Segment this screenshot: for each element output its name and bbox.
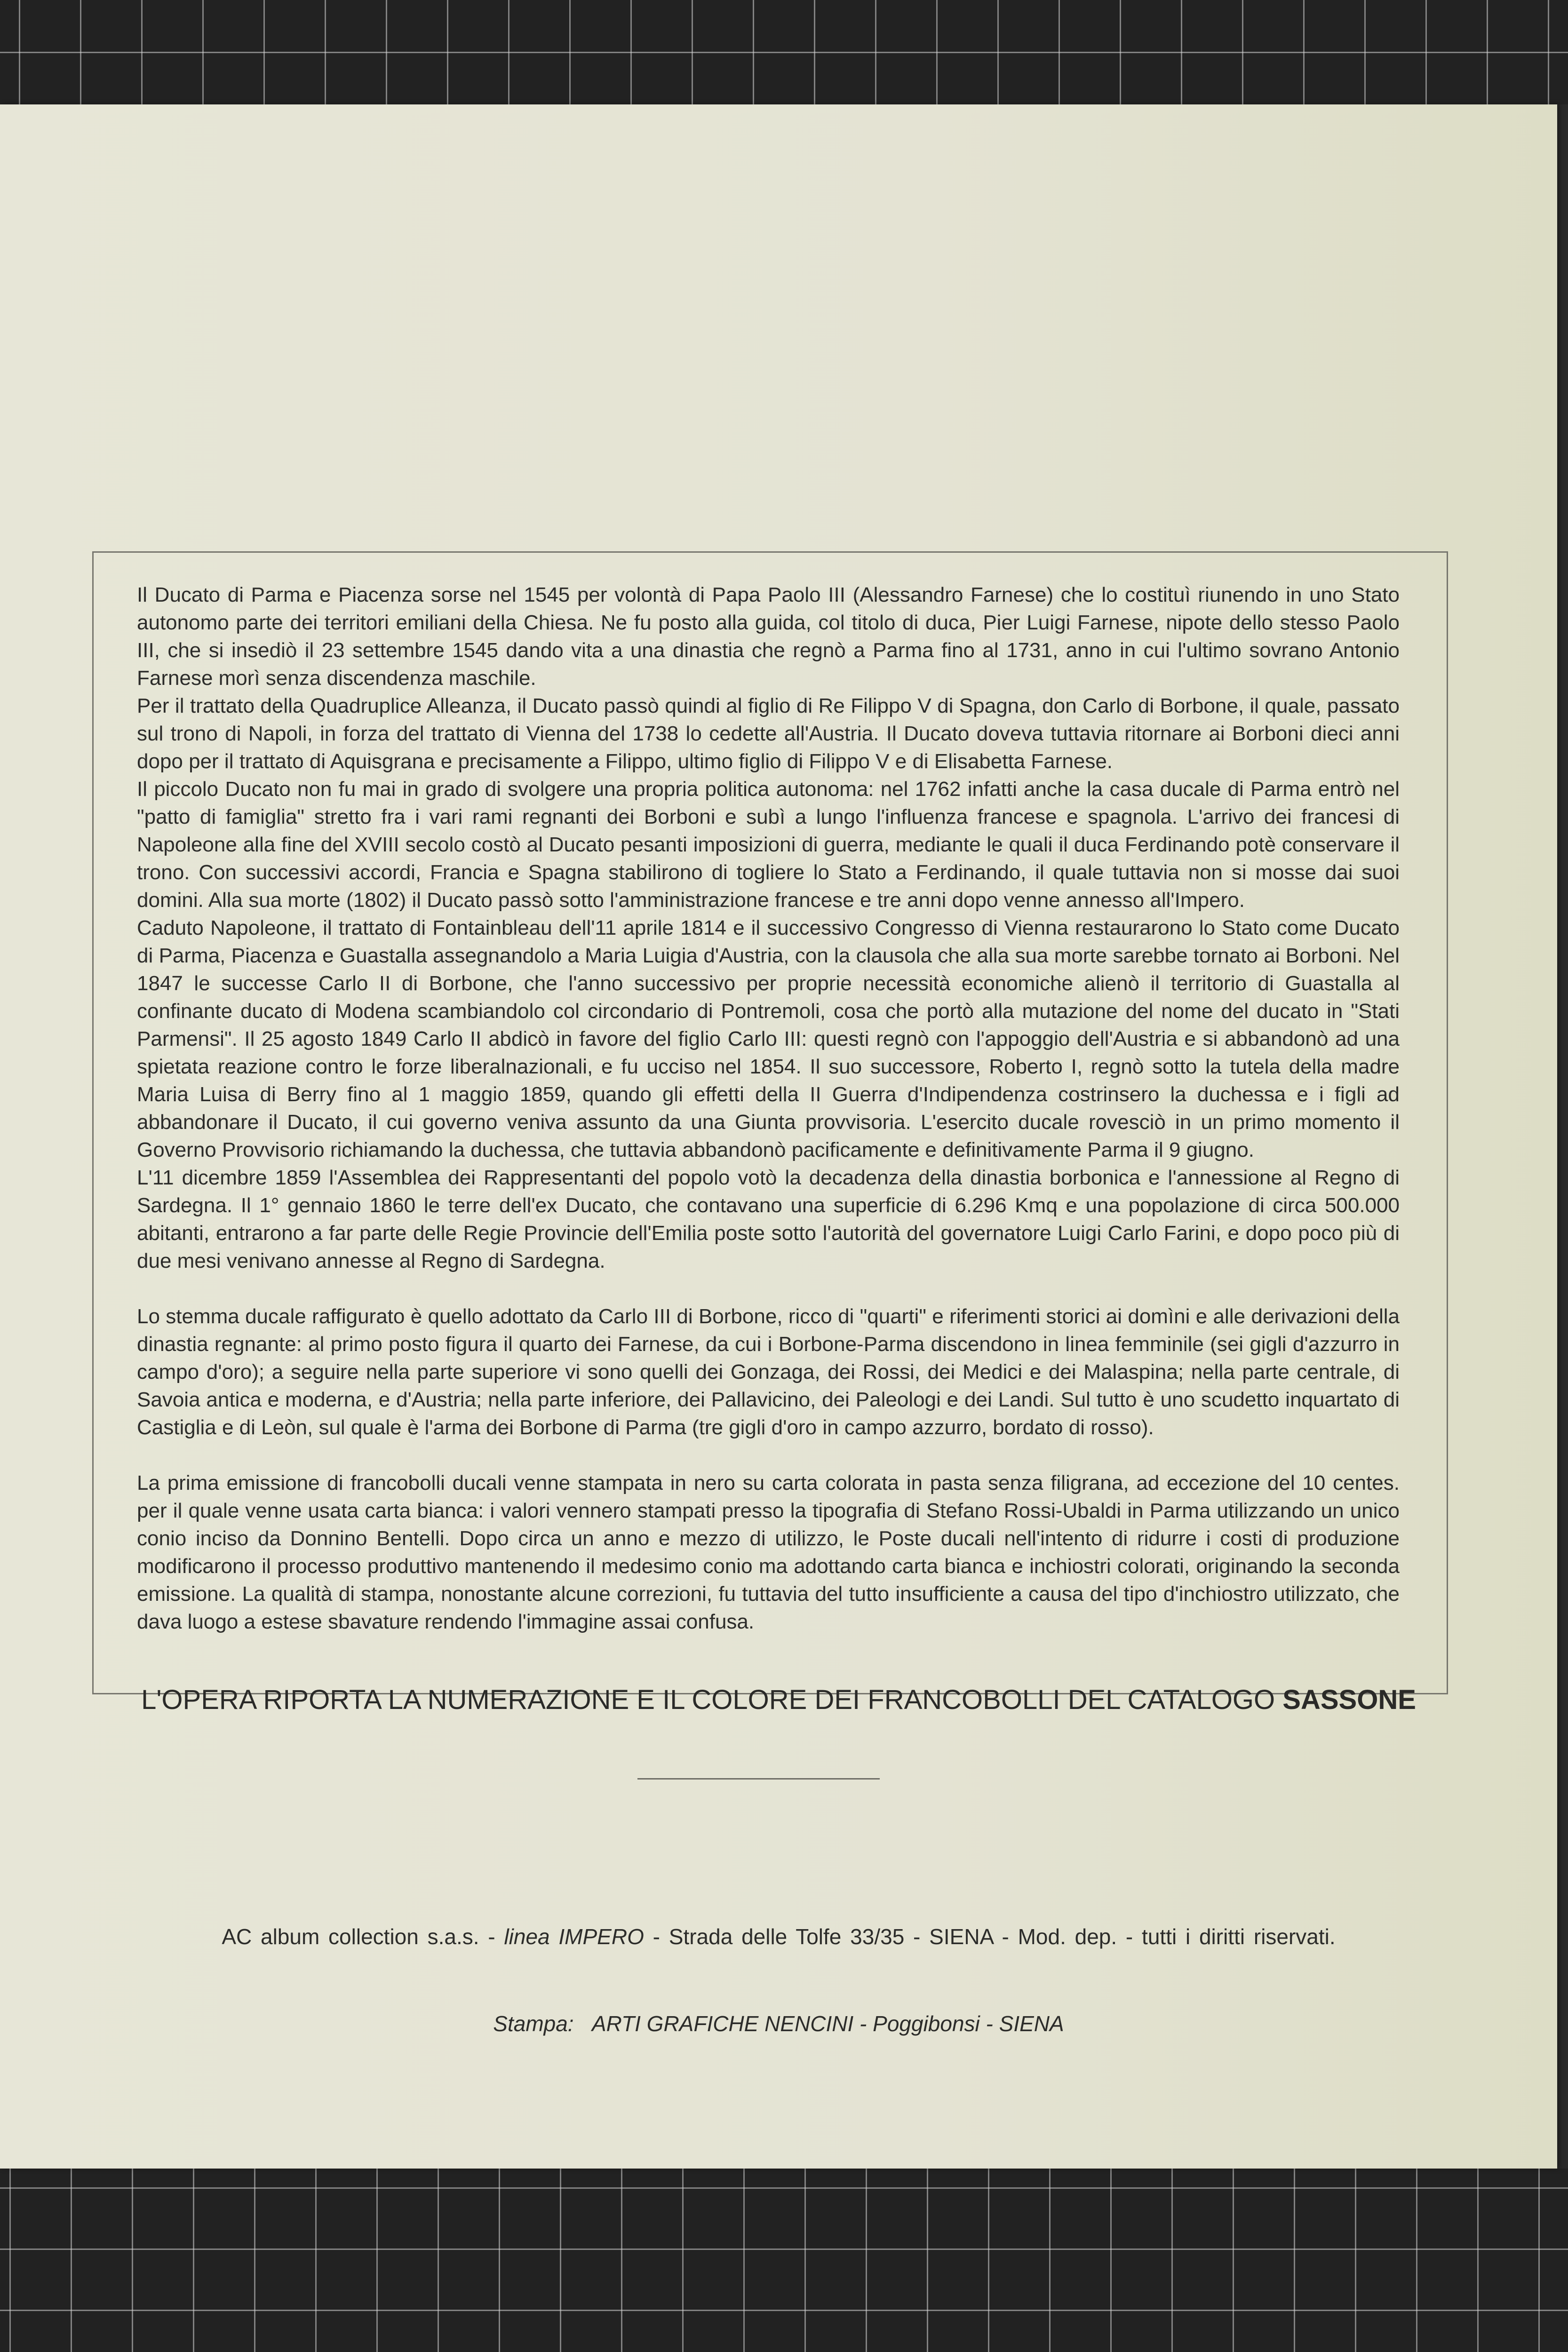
printer-town: Poggibonsi <box>873 2011 980 2036</box>
paragraph-origin: Il Ducato di Parma e Piacenza sorse nel 1545 per volontà di Papa Paolo III (Alessandro Farnese) che lo costituì riunendo in uno Stato autonomo parte dei territori emiliani della Chiesa. Ne fu posto alla guida, col titolo di duca, Pier Luigi Farnese, nipote dello stesso Paolo III, che si insediò il 23 settembre 1545 dando vita a una dinastia che regnò a Parma fino al 1731, anno in cui l'ultimo sovrano Antonio Farnese morì senza discendenza maschile. <box>137 583 1400 690</box>
paragraph-coat-of-arms: Lo stemma ducale raffigurato è quello adottato da Carlo III di Borbone, ricco di "quarti" e riferimenti storici ai domìni e alle derivazioni della dinastia regnante: al primo posto figura il quarto dei Farnese, da cui i Borbone-Parma discendono in linea femminile (sei gigli d'azzurro in campo d'oro); a seguire nella parte superiore vi sono quelli dei Gonzaga, dei Rossi, dei Medici e dei Malaspina; nella parte centrale, di Savoia antica e moderna, e d'Austria; nella parte inferiore, dei Pallavicino, dei Paleologi e dei Landi. Sul tutto è uno scudetto inquartato di Castiglia e di Leòn, sul quale è l'arma dei Borbone di Parma (tre gigli d'oro in campo azzurro, bordato di rosso). <box>137 1305 1400 1439</box>
separator: - <box>1117 1924 1142 1949</box>
publisher-city: SIENA <box>929 1924 993 1949</box>
separator: - <box>993 1924 1018 1949</box>
publisher-rights: tutti i diritti riservati. <box>1142 1924 1336 1949</box>
publisher-credit <box>0 1924 1557 1949</box>
printer-name: ARTI GRAFICHE NENCINI <box>591 2011 854 2036</box>
divider-line <box>637 1778 880 1780</box>
separator: - <box>853 2011 873 2036</box>
album-page <box>0 104 1557 2169</box>
publisher-company: AC album collection s.a.s. <box>222 1924 479 1949</box>
catalog-notice-text: L'OPERA RIPORTA LA NUMERAZIONE E IL COLORE DEI FRANCOBOLLI DEL CATALOGO <box>141 1685 1283 1715</box>
paragraph-restoration: Caduto Napoleone, il trattato di Fontainbleau dell'11 aprile 1814 e il successivo Congresso di Vienna restaurarono lo Stato come Ducato di Parma, Piacenza e Guastalla assegnandolo a Maria Luigia d'Austria, con la clausola che alla sua morte sarebbe tornato ai Borboni. Nel 1847 le successe Carlo II di Borbone, che l'anno successivo per proprie necessità economiche alienò il territorio di Guastalla al confinante ducato di Modena scambiandolo col circondario di Pontremoli, cosa che portò alla mutazione del nome del ducato in "Stati Parmensi". Il 25 agosto 1849 Carlo II abdicò in favore del figlio Carlo III: questi regnò con l'appoggio dell'Austria e si abbandonò ad una spietata reazione contro le forze liberalnazionali, e fu ucciso nel 1854. Il suo successore, Roberto I, regnò sotto la tutela della madre Maria Luisa di Berry fino al 1 maggio 1859, quando gli effetti della II Guerra d'Indipendenza costrinsero la duchessa e i figli ad abbandonare il Ducato, il cui governo veniva assunto da una Giunta provvisoria. L'esercito ducale rovesciò in un primo momento il Governo Provvisorio richiamando la duchessa, che tuttavia abbandonò pacificamente e definitivamente Parma il 9 giugno. <box>137 916 1400 1161</box>
publisher-mod-dep: Mod. dep. <box>1018 1924 1117 1949</box>
separator: - <box>979 2011 999 2036</box>
separator: - <box>644 1924 669 1949</box>
paragraph-quadruple-alliance: Per il trattato della Quadruplice Alleanza, il Ducato passò quindi al figlio di Re Filippo V di Spagna, don Carlo di Borbone, il quale, passato sul trono di Napoli, in forza del trattato di Vienna del 1738 lo cedette all'Austria. Il Ducato doveva tuttavia ritornare ai Borboni dieci anni dopo per il trattato di Aquisgrana e precisamente a Filippo, ultimo figlio di Filippo V e di Elisabetta Farnese. <box>137 694 1400 773</box>
printer-credit <box>0 2011 1557 2036</box>
paragraph-family-pact: Il piccolo Ducato non fu mai in grado di svolgere una propria politica autonoma: nel 1762 infatti anche la casa ducale di Parma entrò nel "patto di famiglia" stretto fra i vari rami regnanti dei Borboni e subì a lungo l'influenza francese e spagnola. L'arrivo dei francesi di Napoleone alla fine del XVIII secolo costò al Ducato pesanti imposizioni di guerra, mediante le quali il duca Ferdinando potè conservare il trono. Con successivi accordi, Francia e Spagna stabilirono di togliere lo Stato a Ferdinando, il quale tuttavia non si mosse dai suoi domini. Alla sua morte (1802) il Ducato passò sotto l'amministrazione francese e tre anni dopo venne annesso all'Impero. <box>137 778 1400 912</box>
printer-city: SIENA <box>999 2011 1064 2036</box>
paragraph-first-issue: La prima emissione di francobolli ducali venne stampata in nero su carta colorata in pasta senza filigrana, ad eccezione del 10 centes. per il quale venne usata carta bianca: i valori vennero stampati presso la tipografia di Stefano Rossi-Ubaldi in Parma utilizzando un unico conio inciso da Donnino Bentelli. Dopo circa un anno e mezzo di utilizzo, le Poste ducali nell'intento di ridurre i costi di produzione modificarono il processo produttivo mantenendo il medesimo conio ma adottando carta bianca e inchiostri colorati, originando la seconda emissione. La qualità di stampa, nonostante alcune correzioni, fu tuttavia del tutto insufficiente a causa del tipo d'inchiostro utilizzato, che dava luogo a estese sbavature rendendo l'immagine assai confusa. <box>137 1471 1400 1633</box>
catalog-notice <box>0 1684 1557 1716</box>
background-grid-mat-top <box>0 0 1568 104</box>
history-text-box <box>92 551 1448 1694</box>
catalog-brand: SASSONE <box>1282 1685 1416 1715</box>
separator: - <box>479 1924 504 1949</box>
background-grid-mat-bottom <box>0 2169 1568 2352</box>
paragraph-annexation: L'11 dicembre 1859 l'Assemblea dei Rappresentanti del popolo votò la decadenza della dinastia borbonica e l'annessione al Regno di Sardegna. Il 1° gennaio 1860 le terre dell'ex Ducato, che contavano una superficie di 6.296 Kmq e una popolazione di circa 500.000 abitanti, entrarono a far parte delle Regie Provincie dell'Emilia poste sotto l'autorità del governatore Luigi Carlo Farini, e dopo poco più di due mesi venivano annesse al Regno di Sardegna. <box>137 1166 1400 1272</box>
publisher-address: Strada delle Tolfe 33/35 <box>669 1924 905 1949</box>
printer-label: Stampa: <box>493 2011 574 2036</box>
publisher-line: linea IMPERO <box>504 1924 644 1949</box>
separator: - <box>904 1924 930 1949</box>
